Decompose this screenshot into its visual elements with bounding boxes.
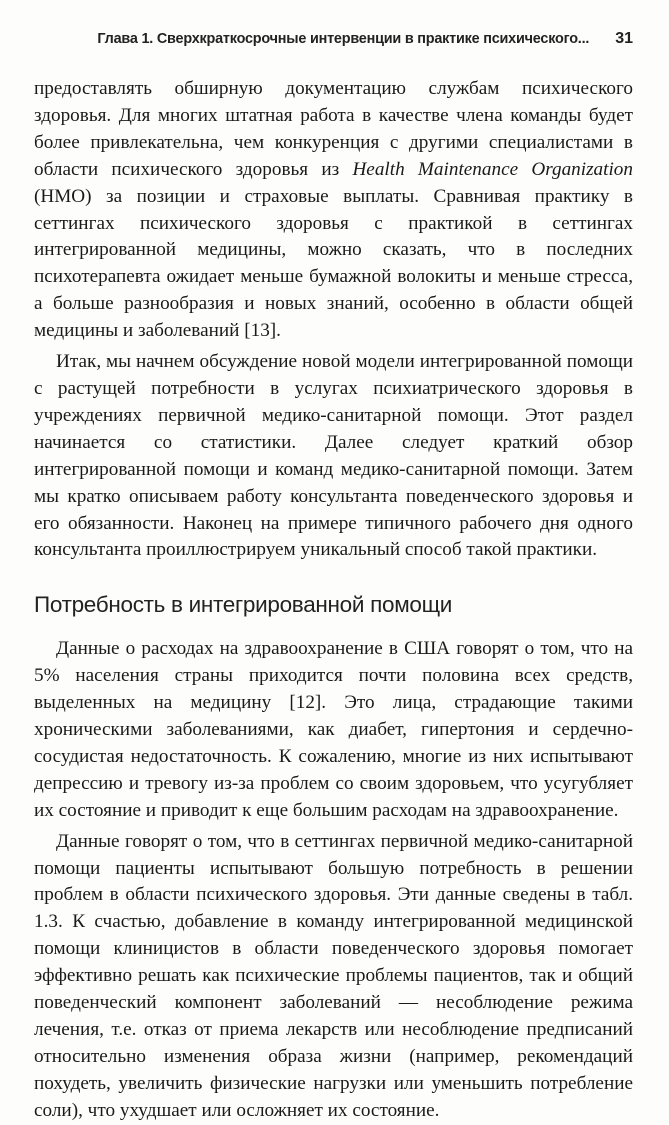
paragraph: Данные говорят о том, что в сеттингах первичной медико-санитарной помощи пациенты испытывают большую потребность в решении проблем в области психического здоровья. Эти данные сведены в табл. 1.3. К счастью, добавление в команду интегрированной медицинской помощи клиницистов в области поведенческого здоровья помогает эффективно решать как психические проблемы пациентов, так и общий поведенческий компонент заболеваний — несоблюдение режима лечения, т.е. отказ от приема лекарств или несоблюдение предписаний относительно изменения образа жизни (например, рекомендаций похудеть, увеличить физические нагрузки или уменьшить потребление соли), что ухудшает или осложняет их состояние. — [34, 830, 633, 1121]
section-heading: Потребность в интегрированной помощи — [34, 592, 453, 618]
paragraph: Итак, мы начнем обсуждение новой модели интегрированной помощи с растущей потребности в услугах психиатрического здоровья в учреждениях первичной медико-санитарной помощи. Этот раздел начинается со статистики. Далее следует краткий обзор интегрированной помощи и команд медико-санитарной помощи. Затем мы кратко описываем работу консультанта поведенческого здоровья и его обязанности. Наконец на примере типичного рабочего дня одного консультанта проиллюстрируем уникальный способ такой практики. — [34, 351, 633, 561]
paragraph-text: (HMO) за позиции и страховые выплаты. Сравнивая практику в сеттингах психического здоровья с практикой в сеттингах интегрированной медицины, можно сказать, что в последних психотерапевта ожидает меньше бумажной волокиты и меньше стресса, а больше разнообразия и новых знаний, особенно в области общей медицины и заболеваний [13]. — [34, 185, 633, 342]
page-number: 31 — [615, 30, 633, 47]
organization-name: Health Maintenance Organization — [352, 158, 633, 180]
page-header — [34, 30, 633, 62]
paragraph-continued — [34, 76, 633, 345]
paragraph: Данные о расходах на здравоохранение в США говорят о том, что на 5% населения страны приходится почти половина всех средств, выделенных на медицину [12]. Это лица, страдающие такими хроническими заболеваниями, как диабет, гипертония и сердечно-сосудистая недостаточность. К сожалению, многие из них испытывают депрессию и тревогу из-за проблем со своим здоровьем, что усугубляет их состояние и приводит к еще большим расходам на здравоохранение. — [34, 638, 633, 821]
running-head: Глава 1. Сверхкраткосрочные интервенции в практике психического... — [97, 31, 590, 47]
paragraph-text: предоставлять обширную документацию службам психического здоровья. Для многих штатная работа в качестве члена команды будет более привлекательна, чем конкуренция с другими специалистами в области психического здоровья из — [34, 78, 633, 180]
